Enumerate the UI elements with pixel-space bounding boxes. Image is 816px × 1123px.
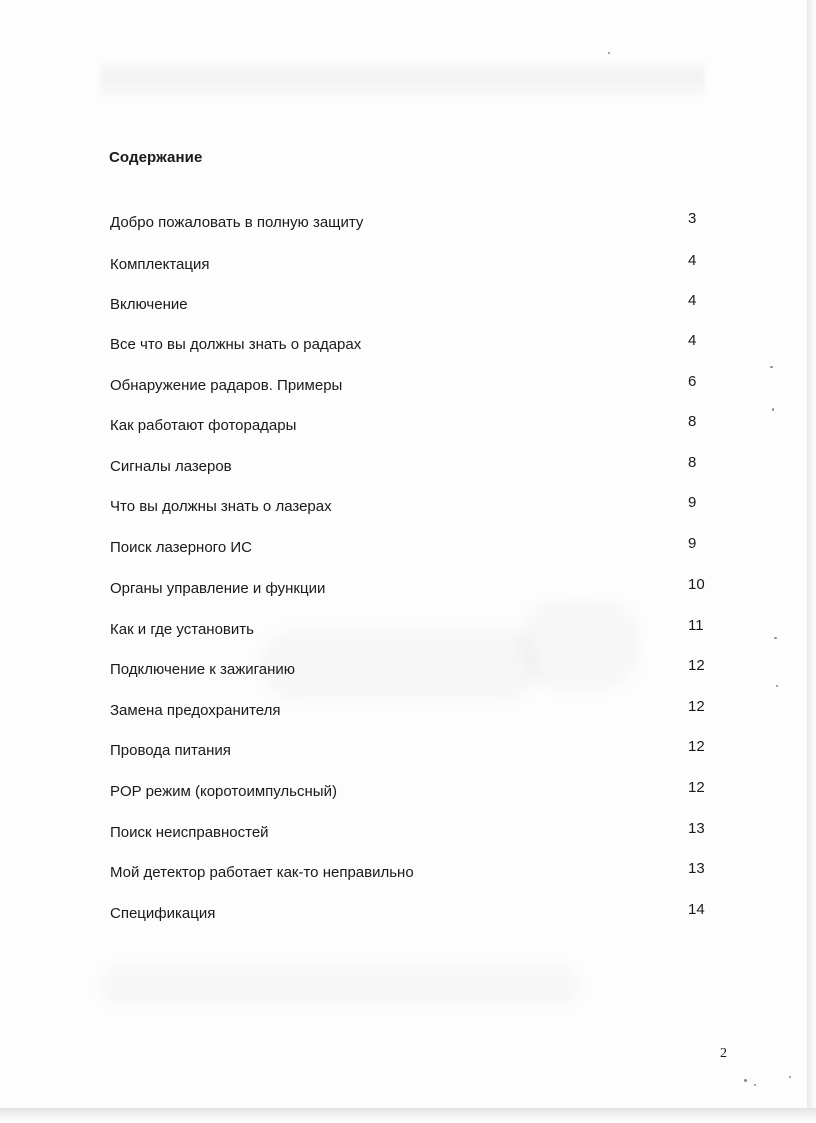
toc-entry-page: 12 [688,738,705,755]
toc-entry [0,292,807,314]
toc-entry-page: 11 [688,617,704,634]
toc-entry-page: 8 [688,413,697,430]
toc-entry [0,738,807,760]
toc-entry-title: Включение [110,296,188,313]
toc-entry [0,332,807,354]
scan-speck [789,1076,791,1078]
toc-entry-title: Провода питания [110,742,231,759]
toc-entry-page: 3 [688,210,697,227]
scan-edge [0,1108,816,1123]
toc-entry-page: 14 [688,901,705,918]
scan-edge [807,0,816,1123]
toc-heading: Содержание [109,149,203,166]
toc-entry-page: 12 [688,779,705,796]
bleed-through-mark [100,965,580,1005]
toc-entry-page: 10 [688,576,705,593]
toc-entry-page: 9 [688,494,697,511]
toc-entry [0,413,807,435]
bleed-through-band [100,62,705,96]
toc-entry-title: Обнаружение радаров. Примеры [110,377,343,394]
scan-speck [772,408,774,411]
toc-entry-title: Органы управление и функции [110,580,326,597]
toc-entry [0,698,807,720]
toc-entry-title: Поиск лазерного ИС [110,539,252,556]
toc-entry-page: 4 [688,252,697,269]
toc-entry-title: Поиск неисправностей [110,824,269,841]
toc-entry-page: 8 [688,454,697,471]
toc-entry-page: 4 [688,332,697,349]
toc-entry [0,494,807,516]
scan-speck [744,1079,747,1082]
page-number: 2 [720,1046,727,1061]
toc-entry-title: Подключение к зажиганию [110,661,296,678]
toc-entry-page: 12 [688,657,705,674]
toc-entry-title: Что вы должны знать о лазерах [110,498,332,515]
toc-entry [0,901,807,923]
toc-entry-page: 12 [688,698,705,715]
toc-entry-title: Мой детектор работает как-то неправильно [110,864,414,881]
toc-entry-page: 13 [688,860,705,877]
toc-entry [0,373,807,395]
toc-entry [0,535,807,557]
toc-entry-title: Спецификация [110,905,216,922]
toc-entry-page: 6 [688,373,697,390]
toc-entry-page: 13 [688,820,705,837]
toc-entry [0,617,807,639]
toc-entry [0,860,807,882]
toc-entry-title: POP режим (коротоимпульсный) [110,783,337,800]
toc-entry-title: Сигналы лазеров [110,458,232,475]
toc-entry [0,252,807,274]
toc-entry-title: Как и где установить [110,621,254,638]
toc-entry-page: 4 [688,292,697,309]
toc-entry [0,657,807,679]
scan-speck [754,1084,756,1086]
toc-entry [0,820,807,842]
scan-speck [608,52,610,54]
toc-entry [0,454,807,476]
scan-speck [770,366,773,368]
toc-entry-title: Все что вы должны знать о радарах [110,336,362,353]
scan-speck [774,637,777,639]
toc-entry-page: 9 [688,535,697,552]
toc-entry [0,576,807,598]
toc-entry-title: Добро пожаловать в полную защиту [110,214,364,231]
toc-entry [0,779,807,801]
toc-entry [0,210,807,232]
scan-speck [776,685,778,687]
toc-entry-title: Как работают фоторадары [110,417,297,434]
toc-entry-title: Комплектация [110,256,210,273]
toc-entry-title: Замена предохранителя [110,702,281,719]
